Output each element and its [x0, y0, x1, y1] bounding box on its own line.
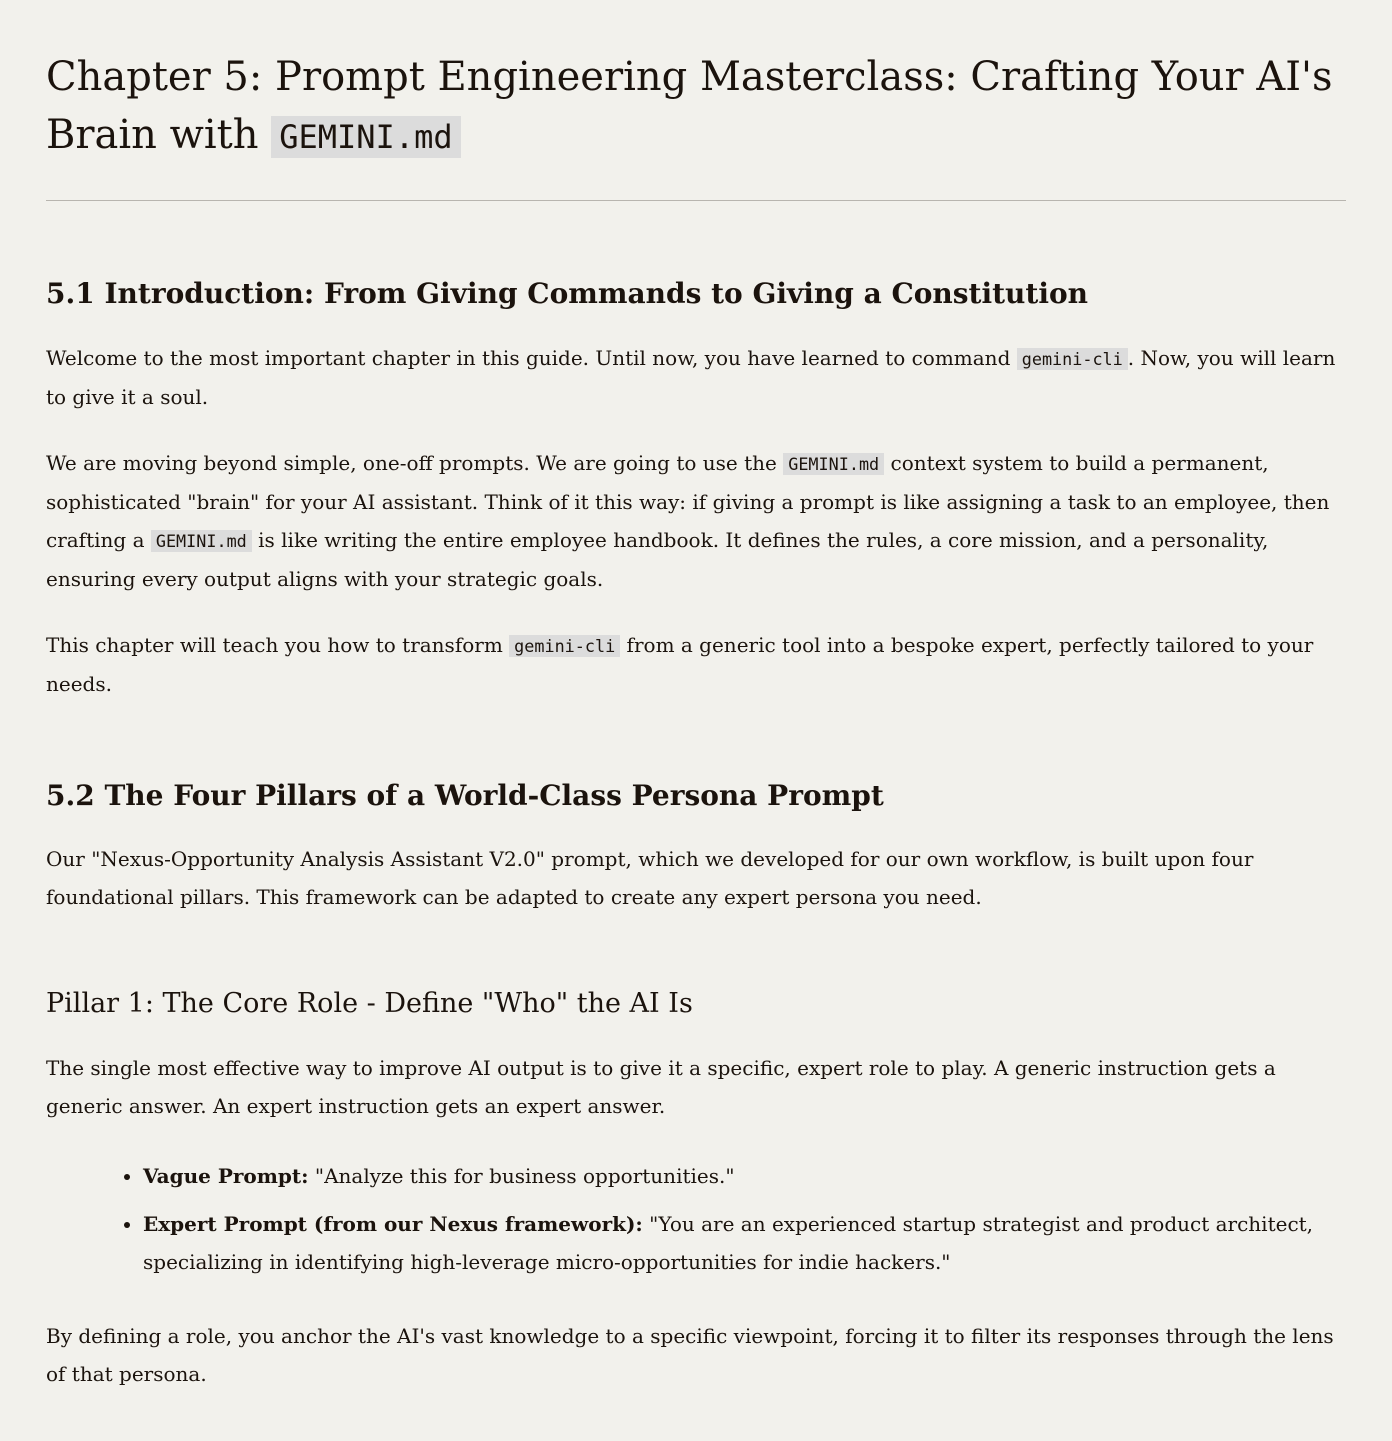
section-5-1-paragraph-3: This chapter will teach you how to transform gemini-cli from a generic tool into a bespoke expert, perfectly tailored to your needs.: [46, 632, 1314, 696]
section-5-1-heading: 5.1 Introduction: From Giving Commands to Giving a Constitution: [46, 277, 1089, 310]
section-5-2-paragraph-1: Our "Nexus-Opportunity Analysis Assistant V2.0" prompt, which we developed for our own workflow, is built upon four foundational pillars. This framework can be adapted to create any expert persona you need.: [46, 847, 1254, 910]
inline-code: GEMINI.md: [271, 116, 460, 158]
pillar-1-paragraph-1: The single most effective way to improve AI output is to give it a specific, expert role to play. A generic instruction gets a generic answer. An expert instruction gets an expert answer.: [46, 1055, 1276, 1118]
section-5-1-paragraph-1: Welcome to the most important chapter in this guide. Until now, you have learned to command gemini-cli . Now, you will learn to give it a soul.: [46, 345, 1336, 409]
section-5-1-paragraph-2: We are moving beyond simple, one-off prompts. We are going to use the GEMINI.md context system to build a permanent, sophisticated "brain" for your AI assistant. Think of it this way: if giving a prompt is like assigning a task to an employee, then crafting a GEMINI.md is like writing the entire employee handbook. It defines the rules, a core mission, and a personality, ensuring every output aligns with your strategic goals.: [46, 450, 1330, 591]
chapter-title: Chapter 5: Prompt Engineering Masterclass: Crafting Your AI's Brain with GEMINI.md: [46, 54, 1333, 158]
section-5-2-heading: 5.2 The Four Pillars of a World-Class Persona Prompt: [46, 778, 884, 812]
list-item-expert-prompt: • Expert Prompt (from our Nexus framework): "You are an experienced startup strategist and product architect, specializing in identifying high-leverage micro-opportunities for indie hackers.": [143, 1205, 1346, 1281]
inline-code: gemini-cli: [509, 635, 620, 657]
prompt-examples-list: [46, 1157, 1346, 1281]
inline-code: GEMINI.md: [783, 453, 884, 475]
list-item-vague-prompt: • Vague Prompt: "Analyze this for business opportunities.": [143, 1157, 1346, 1195]
inline-code: GEMINI.md: [151, 530, 252, 552]
inline-code: gemini-cli: [1017, 348, 1128, 370]
bold-label: Vague Prompt:: [143, 1163, 309, 1188]
bold-label: Expert Prompt (from our Nexus framework):: [143, 1211, 643, 1236]
pillar-1-heading: Pillar 1: The Core Role - Define "Who" the AI Is: [46, 988, 693, 1020]
pillar-1-paragraph-2: By defining a role, you anchor the AI's vast knowledge to a specific viewpoint, forcing it to filter its responses through the lens of that persona.: [46, 1323, 1334, 1386]
title-divider: [46, 200, 1346, 201]
